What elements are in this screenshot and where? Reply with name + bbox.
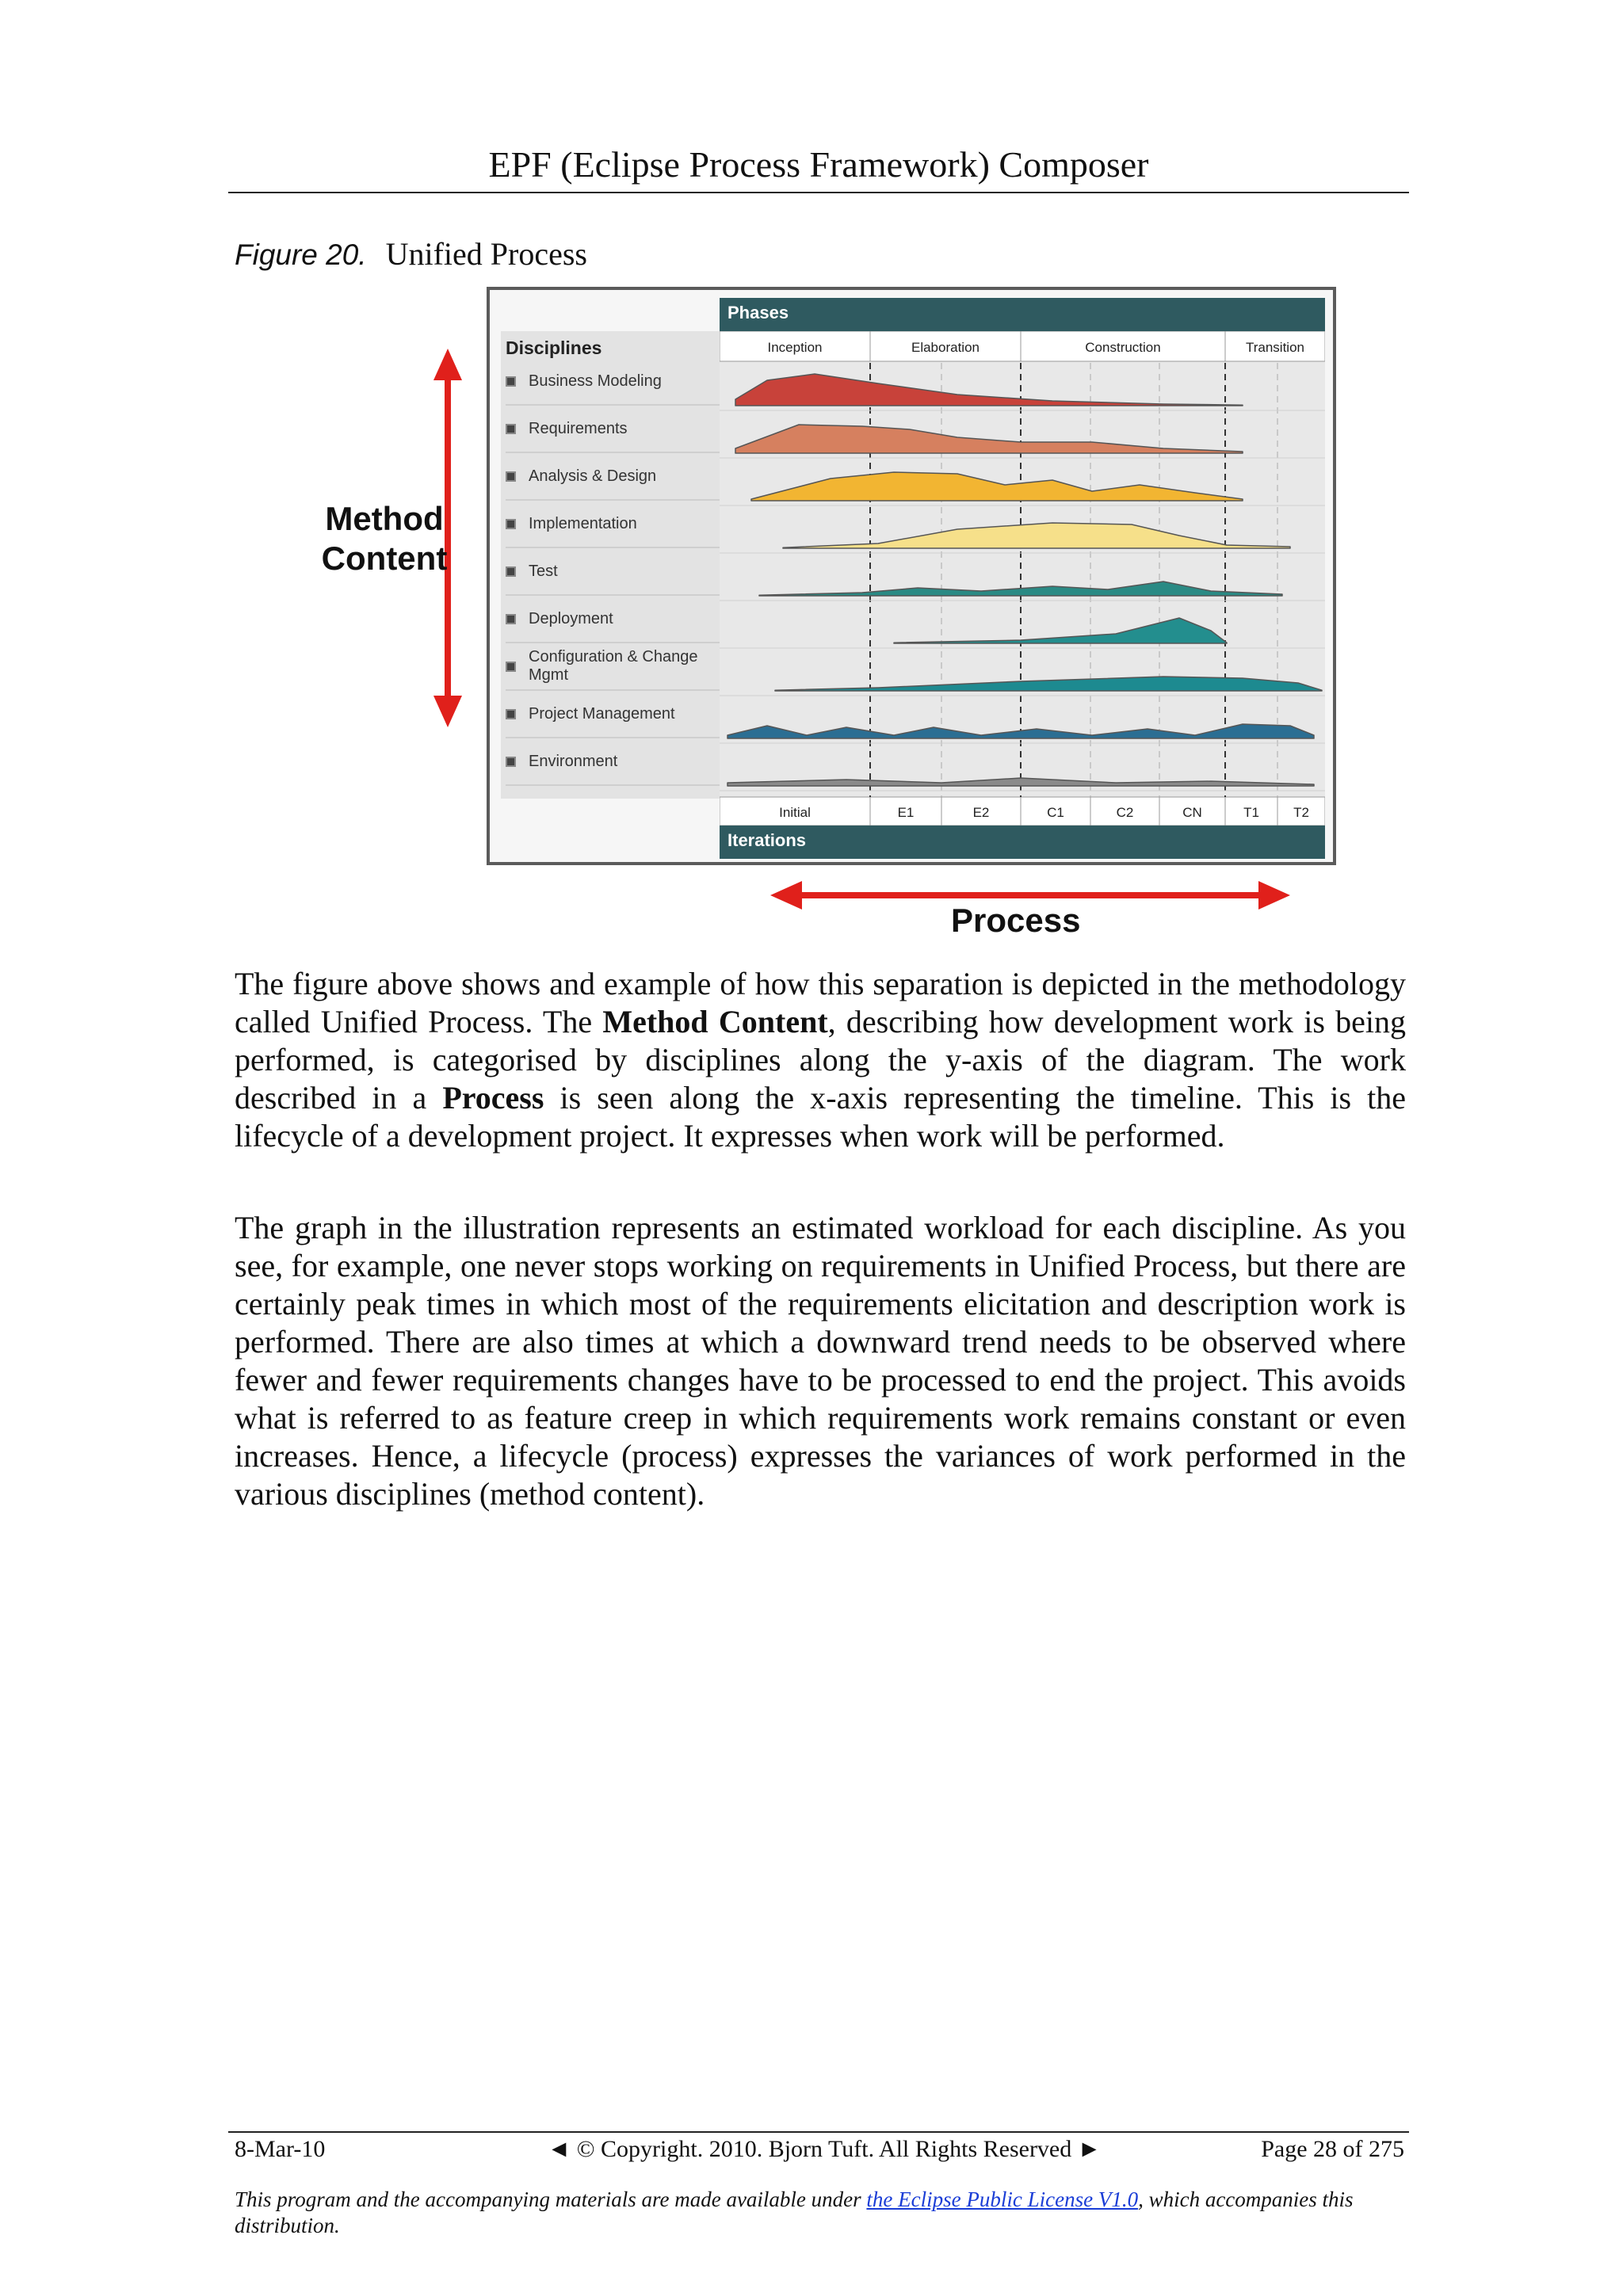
figure-caption bbox=[235, 235, 587, 275]
disciplines-header: Disciplines bbox=[506, 338, 602, 358]
discipline-bullet bbox=[506, 424, 516, 434]
iteration-label: E1 bbox=[897, 805, 915, 820]
footer-rule bbox=[228, 2131, 1409, 2133]
iteration-label: C2 bbox=[1116, 805, 1134, 820]
discipline-item bbox=[506, 596, 720, 643]
discipline-bullet bbox=[506, 566, 516, 577]
paragraph-text: The figure above shows and example of how this separation is depicted in the methodology called Unified Process. The bbox=[235, 966, 1406, 1039]
figure-label: Figure 20. bbox=[235, 238, 367, 271]
discipline-bullet bbox=[506, 757, 516, 767]
phase-label: Construction bbox=[1085, 340, 1161, 355]
discipline-label: Business Modeling bbox=[529, 372, 662, 390]
process-label: Process bbox=[951, 902, 1081, 939]
discipline-bullet bbox=[506, 662, 516, 672]
iterations-header: Iterations bbox=[727, 830, 807, 850]
discipline-item bbox=[506, 406, 720, 453]
discipline-label: Test bbox=[529, 562, 558, 580]
document-header-title: EPF (Eclipse Process Framework) Composer bbox=[488, 144, 1149, 185]
license-note-text: This program and the accompanying materials are made available under bbox=[235, 2187, 867, 2211]
workload-chart bbox=[720, 331, 1325, 826]
discipline-label: Deployment bbox=[529, 609, 613, 627]
iteration-label: Initial bbox=[779, 805, 811, 820]
discipline-bullet bbox=[506, 519, 516, 529]
iteration-label: E2 bbox=[972, 805, 990, 820]
discipline-item bbox=[506, 643, 720, 691]
discipline-label: Implementation bbox=[529, 514, 637, 532]
iteration-label: T1 bbox=[1243, 805, 1259, 820]
phases-bar bbox=[720, 298, 1325, 331]
footer-license-note bbox=[235, 2187, 1406, 2239]
body-paragraph-2: The graph in the illustration represents an estimated workload for each discipline. As you see, for example, one never stops working on requirements in Unified Process, but there are certainly peak times in which most of the requirements elicitation and description work is performed. There are also times at which a downward trend needs to be observed where fewer and fewer requirements changes have to be processed to end the project. This avoids what is referred to as feature creep in which requirements work remains constant or even increases. Hence, a lifecycle (process) expresses the variances of work performed in the various disciplines (method content). bbox=[235, 1210, 1406, 1512]
eclipse-license-link[interactable]: the Eclipse Public License V1.0 bbox=[866, 2187, 1139, 2211]
license-note-text: , which accompanies this distribution. bbox=[235, 2187, 1354, 2237]
footer-date: 8-Mar-10 bbox=[235, 2136, 326, 2162]
phase-label: Inception bbox=[767, 340, 823, 355]
process-term: Process bbox=[442, 1080, 544, 1116]
footer-copyright: ◄ © Copyright. 2010. Bjorn Tuft. All Rights Reserved ► bbox=[547, 2136, 1102, 2162]
figure-title: Unified Process bbox=[385, 236, 587, 272]
phases-header: Phases bbox=[727, 303, 789, 322]
iterations-bar bbox=[720, 826, 1325, 859]
discipline-item bbox=[506, 548, 720, 596]
footer-page-number: Page 28 of 275 bbox=[1261, 2136, 1404, 2162]
discipline-label: Configuration & Change Mgmt bbox=[529, 648, 698, 684]
unified-process-diagram bbox=[487, 287, 1336, 865]
discipline-bullet bbox=[506, 709, 516, 719]
discipline-label: Requirements bbox=[529, 419, 628, 437]
method-content-term: Method Content bbox=[602, 1004, 828, 1039]
discipline-item bbox=[506, 501, 720, 548]
discipline-item bbox=[506, 358, 720, 406]
phase-label: Transition bbox=[1245, 340, 1305, 355]
phase-label: Elaboration bbox=[911, 340, 980, 355]
body-paragraph-1 bbox=[235, 965, 1406, 1155]
discipline-bullet bbox=[506, 471, 516, 482]
paragraph-text: is seen along the x-axis representing the timeline. This is the lifecycle of a development project. It expresses when work will be performed. bbox=[235, 1080, 1406, 1154]
discipline-label: Environment bbox=[529, 752, 618, 770]
discipline-bullet bbox=[506, 614, 516, 624]
discipline-item bbox=[506, 691, 720, 738]
unified-process-figure bbox=[285, 277, 1363, 967]
paragraph-text: , describing how development work is being performed, is categorised by disciplines along the y-axis of the diagram. The work described in a bbox=[235, 1004, 1406, 1116]
header-rule bbox=[228, 192, 1409, 193]
method-content-label: Method Content bbox=[321, 500, 448, 577]
discipline-item bbox=[506, 453, 720, 501]
iteration-label: T2 bbox=[1293, 805, 1309, 820]
iteration-label: C1 bbox=[1047, 805, 1064, 820]
discipline-item bbox=[506, 738, 720, 786]
discipline-label: Analysis & Design bbox=[529, 467, 657, 485]
discipline-label: Project Management bbox=[529, 704, 675, 723]
iteration-label: CN bbox=[1182, 805, 1202, 820]
discipline-bullet bbox=[506, 376, 516, 387]
